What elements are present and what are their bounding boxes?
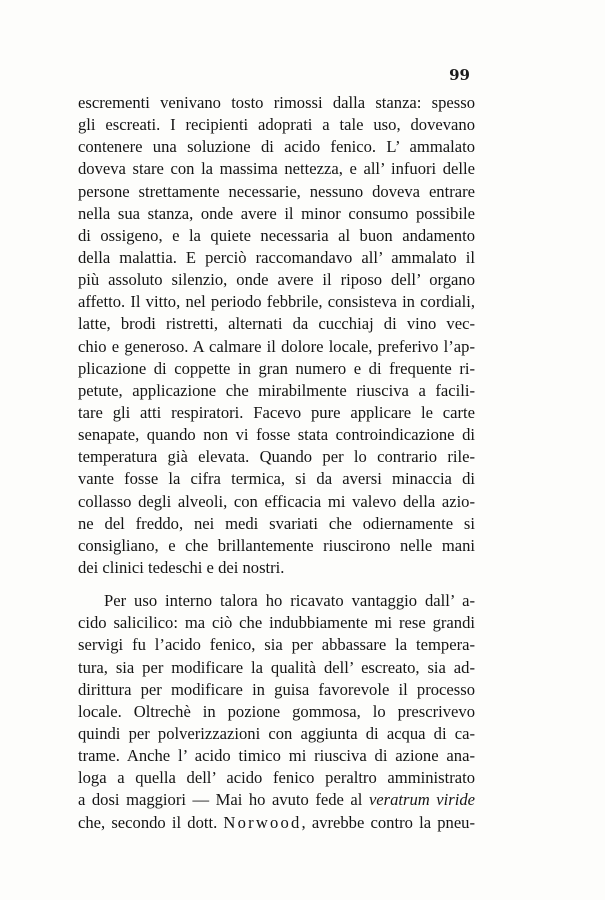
text-line: tare gli atti respiratori. Facevo pure applicare le carte xyxy=(78,402,475,422)
text-segment: a dosi maggiori — Mai ho avuto fede al xyxy=(78,790,369,810)
text-line: temperatura già elevata. Quando per lo contrario rile- xyxy=(78,447,475,467)
text-line: chio e generoso. A calmare il dolore locale, preferivo l’ap- xyxy=(78,336,475,356)
text-line xyxy=(78,789,475,811)
text-line: petute, applicazione che mirabilmente riusciva a facili- xyxy=(78,380,475,400)
text-segment: , avrebbe contro la pneu- xyxy=(301,812,476,832)
text-line: gli escreati. I recipienti adoprati a tale uso, dovevano xyxy=(78,115,475,135)
text-line: tura, sia per modificare la qualità dell’ escreato, sia ad- xyxy=(78,657,475,677)
text-line: locale. Oltrechè in pozione gommosa, lo prescrivevo xyxy=(78,701,475,721)
text-line: della malattia. E perciò raccomandavo all’ ammalato il xyxy=(78,247,475,267)
page-number: 99 xyxy=(449,66,470,84)
paragraph-1 xyxy=(78,92,475,579)
text-line: quindi per polverizzazioni con aggiunta di acqua di ca- xyxy=(78,723,475,743)
text-line: servigi fu l’acido fenico, sia per abbassare la tempera- xyxy=(78,635,475,655)
text-line: nella sua stanza, onde avere il minor consumo possibile xyxy=(78,203,475,223)
text-line: ne del freddo, nei medi svariati che odiernamente si xyxy=(78,513,475,533)
text-line: dei clinici tedeschi e dei nostri. xyxy=(78,557,285,577)
text-line: collasso degli alveoli, con efficacia mi valevo della azio- xyxy=(78,491,475,511)
text-line: escrementi venivano tosto rimossi dalla stanza: spesso xyxy=(78,93,475,112)
paragraph-2 xyxy=(78,590,475,834)
text-line: dirittura per modificare in guisa favorevole il processo xyxy=(78,679,475,699)
text-line: Per uso interno talora ho ricavato vantaggio dall’ a- xyxy=(104,591,475,611)
text-line: loga a quella dell’ acido fenico peraltro amministrato xyxy=(78,768,475,788)
text-line: trame. Anche l’ acido timico mi riusciva di azione ana- xyxy=(78,746,475,766)
text-line: consigliano, e che brillantemente riuscirono nelle mani xyxy=(78,535,475,555)
text-line: doveva stare con la massima nettezza, e all’ infuori delle xyxy=(78,159,475,179)
spaced-name: Norwood xyxy=(223,812,302,832)
text-line: vante fosse la cifra termica, si da aversi minaccia di xyxy=(78,469,475,489)
text-line xyxy=(78,812,475,834)
text-line: plicazione di coppette in gran numero e di frequente ri- xyxy=(78,358,475,378)
text-line: cido salicilico: ma ciò che indubbiamente mi rese grandi xyxy=(78,613,475,633)
paragraph-gap xyxy=(78,579,475,590)
body-text xyxy=(78,92,475,834)
text-line: contenere una soluzione di acido fenico. L’ ammalato xyxy=(78,137,475,157)
text-segment: che, secondo il dott. xyxy=(78,812,224,832)
italic-term: veratrum viride xyxy=(368,790,475,810)
text-line: persone strettamente necessarie, nessuno doveva entrare xyxy=(78,181,475,201)
text-line: di ossigeno, e la quiete necessaria al buon andamento xyxy=(78,225,475,245)
text-line: affetto. Il vitto, nel periodo febbrile, consisteva in cordiali, xyxy=(78,292,475,312)
text-line: senapate, quando non vi fosse stata controindicazione di xyxy=(78,425,475,445)
text-line: più assoluto silenzio, onde avere il riposo dell’ organo xyxy=(78,270,475,290)
text-line: latte, brodi ristretti, alternati da cucchiaj di vino vec- xyxy=(78,314,475,334)
